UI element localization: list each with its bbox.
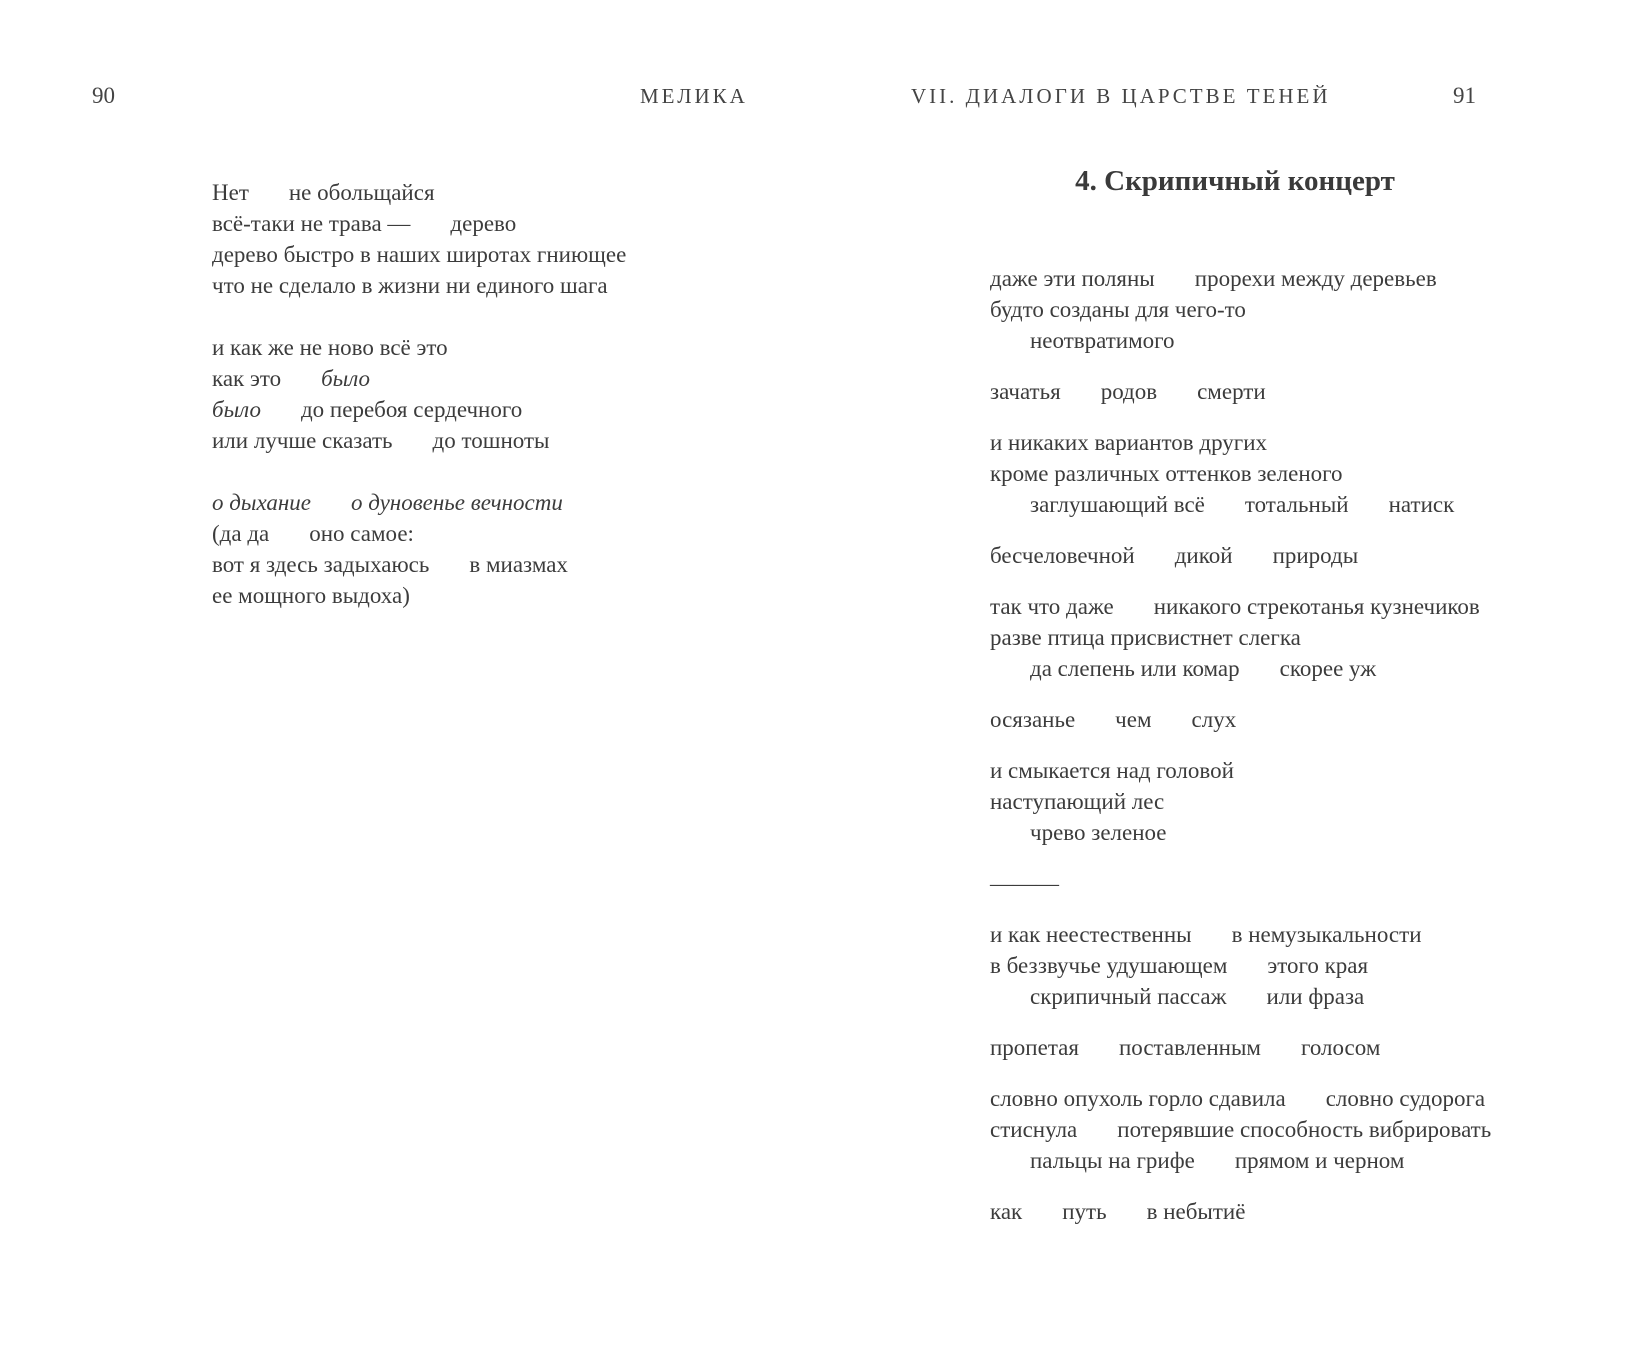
line-segment: бесчеловечной [990, 543, 1135, 568]
stanza [990, 376, 1491, 407]
poem-line [990, 1196, 1491, 1227]
stanza [990, 427, 1491, 520]
page-number: 91 [1453, 83, 1476, 108]
line-segment: в миазмах [469, 552, 568, 577]
line-segment: словно опухоль горло сдавила [990, 1086, 1286, 1111]
stanza [990, 704, 1491, 735]
line-segment: дерево быстро в наших широтах гниющее [212, 242, 627, 267]
line-segment: чем [1115, 707, 1152, 732]
stanza [212, 177, 626, 301]
stanza [990, 1032, 1491, 1063]
line-segment: пропетая [990, 1035, 1079, 1060]
poem-line [990, 591, 1491, 622]
line-segment: или фраза [1266, 984, 1365, 1009]
line-segment: кроме различных оттенков зеленого [990, 461, 1343, 486]
line-segment: поставленным [1118, 1035, 1261, 1060]
poem-line [212, 487, 626, 518]
poem-line [212, 425, 626, 456]
poem-line [212, 332, 626, 363]
poem-line [990, 950, 1491, 981]
line-segment: смерти [1197, 379, 1266, 404]
line-segment: этого края [1267, 953, 1369, 978]
stanza [990, 263, 1491, 356]
stanza [212, 487, 626, 611]
stanza [212, 332, 626, 456]
line-segment: тотальный [1244, 492, 1349, 517]
poem-line [990, 704, 1491, 735]
poem-line [990, 1032, 1491, 1063]
line-segment: потерявшие способность вибрировать [1117, 1117, 1492, 1142]
poem-line [212, 518, 626, 549]
line-segment: что не сделало в жизни ни единого шага [212, 273, 608, 298]
line-segment: как [990, 1199, 1023, 1224]
line-segment: так что даже [990, 594, 1114, 619]
stanza [990, 1196, 1491, 1227]
line-segment: о дуновенье вечности [351, 490, 563, 515]
line-segment: голосом [1300, 1035, 1381, 1060]
line-segment: скорее уж [1279, 656, 1377, 681]
line-segment: в беззвучье удушающем [990, 953, 1228, 978]
stanza [990, 540, 1491, 571]
poem-line [990, 755, 1491, 786]
line-segment: осязанье [990, 707, 1076, 732]
line-segment: путь [1062, 1199, 1107, 1224]
line-segment: о дыхание [212, 490, 311, 515]
stanza [990, 868, 1491, 899]
line-segment: стиснула [990, 1117, 1078, 1142]
poem-line [990, 919, 1491, 950]
line-segment: чрево зеленое [1030, 820, 1167, 845]
line-segment: будто созданы для чего-то [990, 297, 1246, 322]
line-segment: в небытиё [1146, 1199, 1246, 1224]
stanza [990, 591, 1491, 684]
running-head: VII. ДИАЛОГИ В ЦАРСТВЕ ТЕНЕЙ [911, 84, 1331, 108]
poem-line [990, 1145, 1491, 1176]
line-segment: дикой [1174, 543, 1233, 568]
line-segment: и никаких вариантов других [990, 430, 1268, 455]
poem-line [990, 427, 1491, 458]
line-segment: скрипичный пассаж [1030, 984, 1227, 1009]
poem-line [990, 786, 1491, 817]
line-segment: и как же не ново всё это [212, 335, 448, 360]
line-segment: до тошноты [432, 428, 550, 453]
line-segment: до перебоя сердечного [300, 397, 523, 422]
line-segment: пальцы на грифе [1030, 1148, 1195, 1173]
poem-line [212, 208, 626, 239]
line-segment: зачатья [990, 379, 1061, 404]
line-segment: прорехи между деревьев [1194, 266, 1437, 291]
line-segment: оно самое: [309, 521, 414, 546]
line-segment: заглушающий всё [1030, 492, 1205, 517]
line-segment: натиск [1388, 492, 1455, 517]
poem-line [990, 263, 1491, 294]
line-segment: вот я здесь задыхаюсь [212, 552, 430, 577]
line-segment: как это [212, 366, 282, 391]
line-segment: было [212, 397, 261, 422]
line-segment: никакого стрекотанья кузнечиков [1153, 594, 1480, 619]
line-segment: в немузыкальности [1231, 922, 1422, 947]
poem-line [990, 294, 1491, 325]
line-segment: да слепень или комар [1030, 656, 1240, 681]
line-segment: или лучше сказать [212, 428, 393, 453]
stanza [990, 919, 1491, 1012]
line-segment: неотвратимого [1030, 328, 1175, 353]
line-segment: и смыкается над головой [990, 758, 1234, 783]
poem-line [212, 363, 626, 394]
poem-line [990, 325, 1491, 356]
poem-line [990, 817, 1491, 848]
poem-line [212, 239, 626, 270]
line-segment: природы [1272, 543, 1359, 568]
stanza [990, 1083, 1491, 1176]
poem-title: 4. Скрипичный концерт [1075, 165, 1395, 197]
line-segment: родов [1100, 379, 1158, 404]
poem-text [990, 263, 1491, 1247]
poem-line [990, 376, 1491, 407]
line-segment: всё-таки не трава — [212, 211, 411, 236]
stanza [990, 755, 1491, 848]
line-segment: дерево [450, 211, 517, 236]
poem-line [990, 489, 1491, 520]
poem-line [990, 540, 1491, 571]
poem-line [212, 549, 626, 580]
poem-line [212, 270, 626, 301]
poem-line [990, 981, 1491, 1012]
line-segment: слух [1191, 707, 1237, 732]
poem-line [990, 653, 1491, 684]
line-segment: словно судорога [1325, 1086, 1486, 1111]
line-segment: ее мощного выдоха) [212, 583, 410, 608]
poem-line [212, 394, 626, 425]
left-page [0, 0, 823, 1345]
line-segment: (да да [212, 521, 270, 546]
line-segment: не обольщайся [288, 180, 435, 205]
poem-line [212, 580, 626, 611]
line-segment: прямом и черном [1234, 1148, 1405, 1173]
poem-text [212, 177, 626, 642]
line-segment: ——— [990, 871, 1059, 896]
line-segment: и как неестественны [990, 922, 1192, 947]
running-head: МЕЛИКА [640, 84, 748, 108]
poem-line [212, 177, 626, 208]
line-segment: было [321, 366, 371, 391]
poem-line [990, 1114, 1491, 1145]
page-number: 90 [92, 83, 115, 108]
poem-line [990, 458, 1491, 489]
poem-line [990, 1083, 1491, 1114]
line-segment: даже эти поляны [990, 266, 1155, 291]
line-segment: Нет [212, 180, 249, 205]
right-page [823, 0, 1647, 1345]
poem-line [990, 622, 1491, 653]
line-segment: наступающий лес [990, 789, 1165, 814]
poem-line [990, 868, 1491, 899]
line-segment: разве птица присвистнет слегка [990, 625, 1301, 650]
